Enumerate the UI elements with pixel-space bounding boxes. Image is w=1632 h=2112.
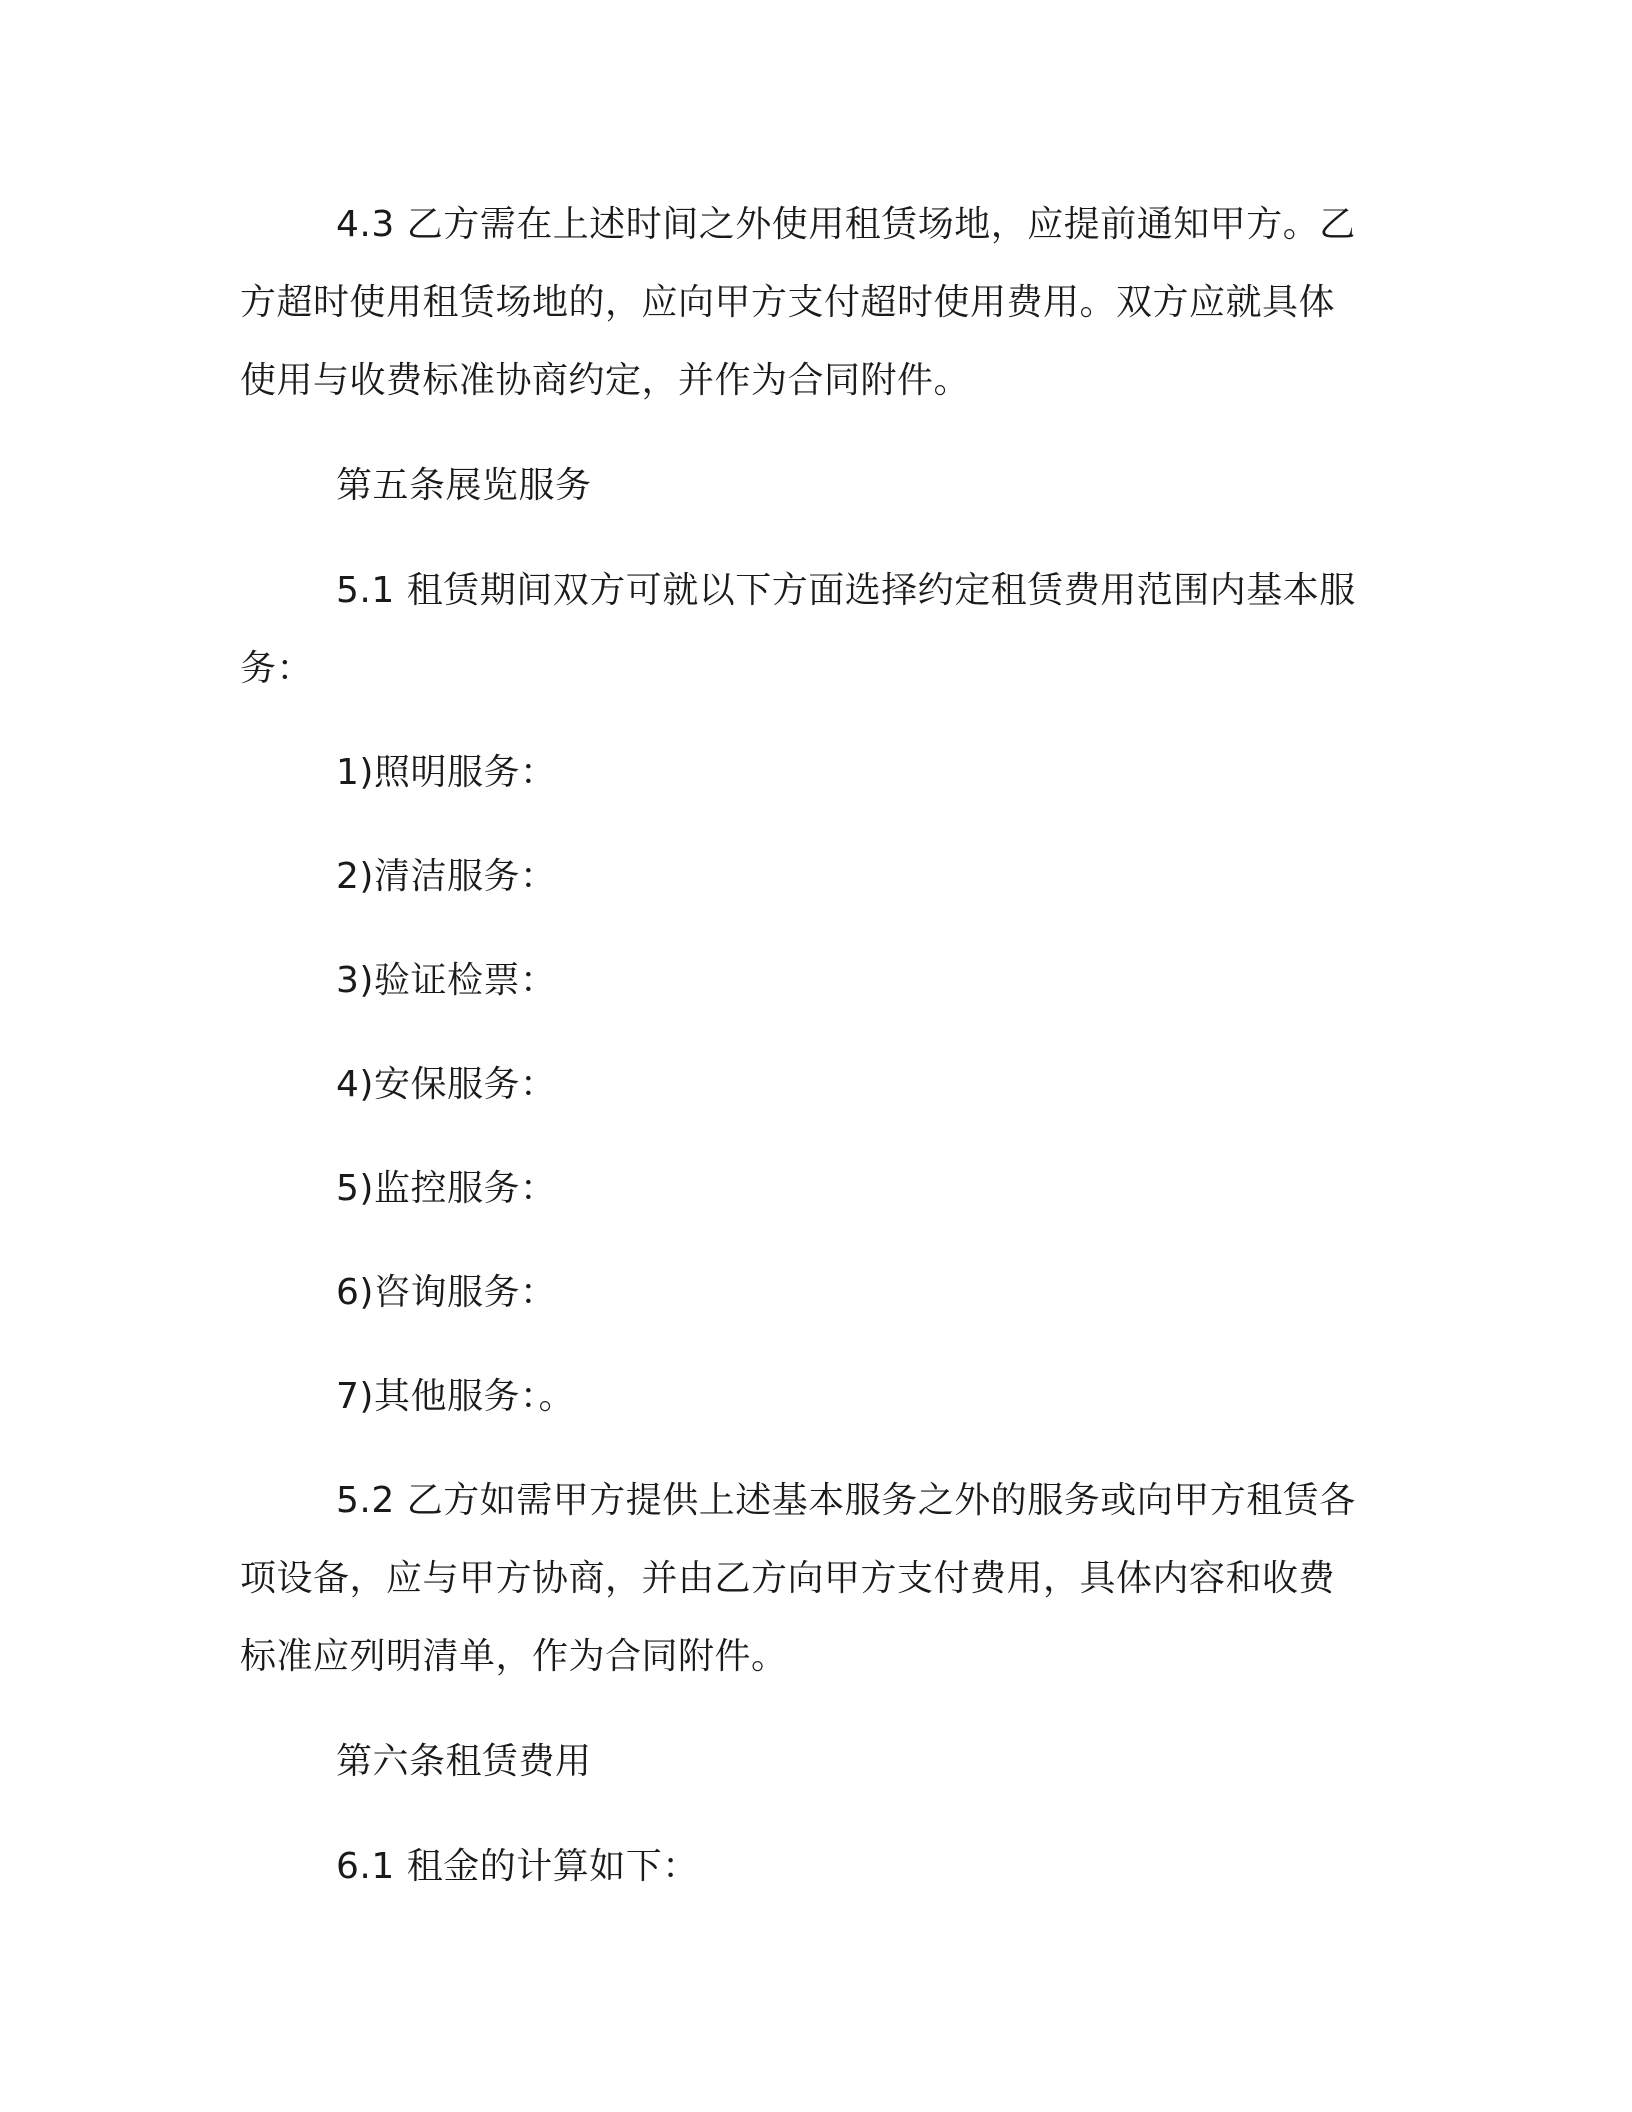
article-5-heading: 第五条展览服务 — [336, 465, 592, 506]
clause-4-3-paragraph: 4.3 乙方需在上述时间之外使用租赁场地，应提前通知甲方。乙方超时使用租赁场地的，应向甲方支付超时使用费用。双方应就具体使用与收费标准协商约定，并作为合同附件。 — [240, 204, 1356, 401]
clause-5-1-paragraph: 5.1 租赁期间双方可就以下方面选择约定租赁费用范围内基本服务： — [240, 570, 1356, 689]
clause-6-1-paragraph: 6.1 租金的计算如下： — [336, 1846, 699, 1887]
service-item-monitoring: 5)监控服务： — [336, 1168, 557, 1209]
service-item-security: 4)安保服务： — [336, 1064, 557, 1105]
service-item-other: 7)其他服务：。 — [336, 1376, 575, 1417]
document-page — [240, 186, 1366, 1906]
service-item-cleaning: 2)清洁服务： — [336, 856, 557, 897]
service-item-consulting: 6)咨询服务： — [336, 1272, 557, 1313]
service-item-ticket-check: 3)验证检票： — [336, 960, 557, 1001]
service-item-lighting: 1)照明服务： — [336, 752, 557, 793]
article-6-heading: 第六条租赁费用 — [336, 1741, 592, 1782]
clause-5-2-paragraph: 5.2 乙方如需甲方提供上述基本服务之外的服务或向甲方租赁各项设备，应与甲方协商，并由乙方向甲方支付费用，具体内容和收费标准应列明清单，作为合同附件。 — [240, 1480, 1356, 1677]
